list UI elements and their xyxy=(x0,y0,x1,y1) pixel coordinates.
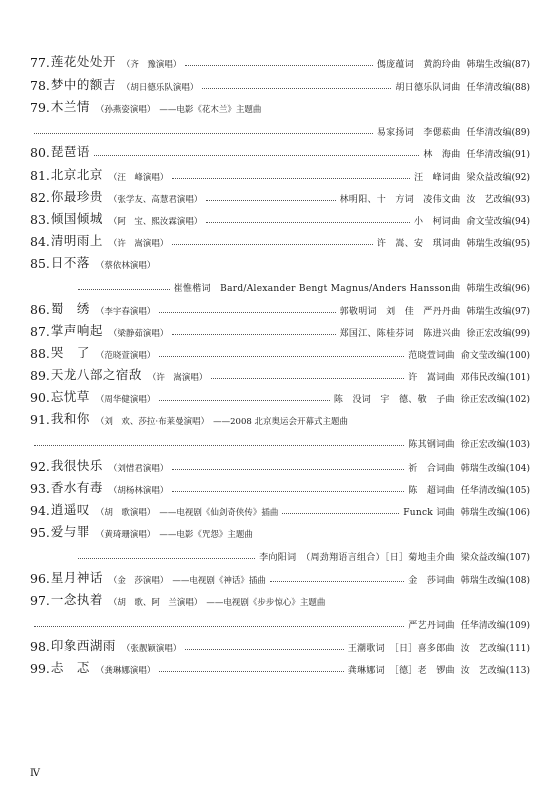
singer: （张靓颖演唱） xyxy=(121,644,182,654)
arranger-page: 韩瑞生改编(87) xyxy=(466,60,530,70)
song-title: 印象西湖雨 xyxy=(50,638,116,653)
credits: 祈 合词曲 xyxy=(408,464,455,474)
entry-number: 89. xyxy=(30,368,50,383)
entry-number: 97. xyxy=(30,593,50,608)
theme-note: ——电影《花木兰》主题曲 xyxy=(159,105,262,115)
credits: 林明阳、十 方词 凌伟文曲 xyxy=(339,195,461,205)
song-title: 忐 忑 xyxy=(50,660,90,675)
singer: （周华健演唱） xyxy=(95,395,156,405)
song-title: 忘忧草 xyxy=(50,389,90,404)
toc-entry-continuation xyxy=(30,276,530,294)
entry-number: 87. xyxy=(30,324,50,339)
dot-leader xyxy=(282,513,399,514)
credits: 傌庞蕴词 黄韵玲曲 xyxy=(376,60,461,70)
song-title: 我和你 xyxy=(50,411,90,426)
credits: 郭敬明词 刘 佳 严丹丹曲 xyxy=(339,307,461,317)
toc-entry[interactable] xyxy=(30,658,530,676)
entry-number: 82. xyxy=(30,190,50,205)
entry-number: 86. xyxy=(30,302,50,317)
toc-entry[interactable] xyxy=(30,209,530,227)
song-title: 逍遥叹 xyxy=(50,502,90,517)
credits: 胡日德乐队词曲 xyxy=(395,83,461,93)
toc-entry[interactable] xyxy=(30,75,530,93)
toc-entry-continuation xyxy=(30,613,530,631)
singer: （胡 歌、阿 兰演唱） xyxy=(108,598,203,608)
arranger-page: 俞文莹改编(94) xyxy=(466,217,530,227)
song-title: 日不落 xyxy=(50,255,90,270)
singer: （阿 宝、熙汝霖演唱） xyxy=(108,217,203,227)
toc-entry[interactable] xyxy=(30,165,530,183)
page-folio: Ⅳ xyxy=(30,768,40,779)
credits: 汪 峰词曲 xyxy=(414,173,461,183)
dot-leader xyxy=(172,334,335,335)
singer: （蔡依林演唱） xyxy=(95,261,156,271)
toc-entry[interactable] xyxy=(30,343,530,361)
dot-leader xyxy=(159,671,343,672)
credits: 小 柯词曲 xyxy=(414,217,461,227)
song-title: 你最珍贵 xyxy=(50,189,103,204)
entry-number: 83. xyxy=(30,212,50,227)
arranger-page: 梁众益改编(92) xyxy=(466,173,530,183)
toc-entry-continuation xyxy=(30,432,530,450)
arranger-page: 任华清改编(109) xyxy=(460,621,530,631)
song-title: 琵琶语 xyxy=(50,144,90,159)
dot-leader xyxy=(202,88,391,89)
entry-number: 81. xyxy=(30,168,50,183)
dot-leader xyxy=(78,289,170,290)
theme-note: ——2008 北京奥运会开幕式主题曲 xyxy=(213,417,348,427)
entry-number: 84. xyxy=(30,234,50,249)
entry-number: 90. xyxy=(30,390,50,405)
arranger-page: 邓伟民改编(101) xyxy=(460,373,530,383)
credits: 崔惟楷词 Bard/Alexander Bengt Magnus/Anders Hansson曲 xyxy=(173,284,461,294)
toc-entry[interactable] xyxy=(30,253,530,271)
dot-leader xyxy=(185,649,343,650)
toc-entry[interactable] xyxy=(30,231,530,249)
arranger-page: 任华清改编(91) xyxy=(466,150,530,160)
toc-entry[interactable] xyxy=(30,636,530,654)
song-title: 爱与罪 xyxy=(50,524,90,539)
entry-number: 77. xyxy=(30,55,50,70)
dot-leader xyxy=(34,133,373,134)
arranger-page: 汝 艺改编(111) xyxy=(460,644,530,654)
theme-note: ——电视剧《步步惊心》主题曲 xyxy=(206,598,326,608)
toc-entry[interactable] xyxy=(30,387,530,405)
entry-number: 88. xyxy=(30,346,50,361)
credits: 许 嵩词曲 xyxy=(408,373,455,383)
arranger-page: 韩瑞生改编(96) xyxy=(466,284,530,294)
toc-entry[interactable] xyxy=(30,456,530,474)
song-title: 清明雨上 xyxy=(50,233,103,248)
singer: （许 嵩演唱） xyxy=(147,373,208,383)
toc-entry[interactable] xyxy=(30,321,530,339)
singer: （龚琳娜演唱） xyxy=(95,666,156,676)
song-title: 木兰情 xyxy=(50,99,90,114)
dot-leader xyxy=(78,558,255,559)
credits: Funck 词曲 xyxy=(403,508,455,518)
dot-leader xyxy=(270,581,404,582)
singer: （黄琦珊演唱） xyxy=(95,530,156,540)
dot-leader xyxy=(206,200,335,201)
credits: 王潮歌词 ［日］喜多郎曲 xyxy=(347,644,455,654)
credits: 龚琳娜词 ［德］老 锣曲 xyxy=(347,666,455,676)
toc-entry[interactable] xyxy=(30,500,530,518)
entry-number: 80. xyxy=(30,145,50,160)
singer: （汪 峰演唱） xyxy=(108,173,169,183)
entry-number: 94. xyxy=(30,503,50,518)
entry-number: 96. xyxy=(30,571,50,586)
dot-leader xyxy=(159,400,329,401)
dot-leader xyxy=(172,244,372,245)
singer: （齐 豫演唱） xyxy=(121,60,182,70)
singer: （胡杨林演唱） xyxy=(108,486,169,496)
arranger-page: 梁众益改编(107) xyxy=(460,553,530,563)
credits: 金 莎词曲 xyxy=(408,576,455,586)
entry-number: 95. xyxy=(30,525,50,540)
singer: （张学友、高慧君演唱） xyxy=(108,195,203,205)
singer: （范晓萱演唱） xyxy=(95,351,156,361)
toc-entry[interactable] xyxy=(30,409,530,427)
arranger-page: 韩瑞生改编(95) xyxy=(466,239,530,249)
dot-leader xyxy=(172,491,404,492)
dot-leader xyxy=(172,469,404,470)
arranger-page: 韩瑞生改编(97) xyxy=(466,307,530,317)
dot-leader xyxy=(34,626,404,627)
credits: 陈其钢词曲 xyxy=(408,440,455,450)
singer: （刘惜君演唱） xyxy=(108,464,169,474)
entry-number: 79. xyxy=(30,100,50,115)
theme-note: ——电影《咒怨》主题曲 xyxy=(159,530,253,540)
toc-entry[interactable] xyxy=(30,142,530,160)
credits: 许 嵩、安 琪词曲 xyxy=(376,239,461,249)
toc-entry-continuation xyxy=(30,120,530,138)
entry-number: 78. xyxy=(30,78,50,93)
arranger-page: 韩瑞生改编(108) xyxy=(460,576,530,586)
singer: （金 莎演唱） xyxy=(108,576,169,586)
toc-entry-continuation xyxy=(30,545,530,563)
toc-entry[interactable] xyxy=(30,590,530,608)
dot-leader xyxy=(211,378,404,379)
arranger-page: 韩瑞生改编(104) xyxy=(460,464,530,474)
singer: （刘 欢、莎拉·布莱曼演唱） xyxy=(95,417,210,427)
singer: （许 嵩演唱） xyxy=(108,239,169,249)
toc-entry[interactable] xyxy=(30,568,530,586)
arranger-page: 徐正宏改编(102) xyxy=(460,395,530,405)
song-title: 哭 了 xyxy=(50,345,90,360)
arranger-page: 俞文莹改编(100) xyxy=(460,351,530,361)
song-title: 掌声响起 xyxy=(50,323,103,338)
song-title: 蜀 绣 xyxy=(50,301,90,316)
song-title: 星月神话 xyxy=(50,570,103,585)
arranger-page: 徐正宏改编(103) xyxy=(460,440,530,450)
arranger-page: 任华清改编(89) xyxy=(466,128,530,138)
song-title: 北京北京 xyxy=(50,167,103,182)
toc-entry[interactable] xyxy=(30,522,530,540)
singer: （胡 歌演唱） xyxy=(95,508,156,518)
toc-entry[interactable] xyxy=(30,187,530,205)
toc-entry[interactable] xyxy=(30,52,530,70)
song-title: 倾国倾城 xyxy=(50,211,103,226)
song-title: 香水有毒 xyxy=(50,480,103,495)
credits: 郑国江、陈桂芬词 陈进兴曲 xyxy=(339,329,461,339)
credits: 林 海曲 xyxy=(423,150,461,160)
theme-note: ——电视剧《神话》插曲 xyxy=(172,576,266,586)
entry-number: 99. xyxy=(30,661,50,676)
credits: 陈 超词曲 xyxy=(408,486,455,496)
song-title: 莲花处处开 xyxy=(50,54,116,69)
singer: （梁静茹演唱） xyxy=(108,329,169,339)
arranger-page: 任华清改编(88) xyxy=(466,83,530,93)
dot-leader xyxy=(94,155,419,156)
song-title: 一念执着 xyxy=(50,592,103,607)
credits: 范晓萱词曲 xyxy=(408,351,455,361)
toc-entry[interactable] xyxy=(30,299,530,317)
dot-leader xyxy=(34,445,404,446)
singer: （孙燕姿演唱） xyxy=(95,105,156,115)
song-title: 梦中的额吉 xyxy=(50,77,116,92)
entry-number: 98. xyxy=(30,639,50,654)
credits: 李向阳词 （周劲翔语言组合）［日］菊地圭介曲 xyxy=(259,553,455,563)
song-title: 我很快乐 xyxy=(50,458,103,473)
arranger-page: 任华清改编(105) xyxy=(460,486,530,496)
toc-entry[interactable] xyxy=(30,365,530,383)
dot-leader xyxy=(185,65,372,66)
toc-entry[interactable] xyxy=(30,97,530,115)
entry-number: 91. xyxy=(30,412,50,427)
credits: 陈 没词 宇 德、敬 子曲 xyxy=(333,395,455,405)
dot-leader xyxy=(206,222,410,223)
arranger-page: 汝 艺改编(113) xyxy=(460,666,530,676)
dot-leader xyxy=(159,356,404,357)
dot-leader xyxy=(172,178,410,179)
dot-leader xyxy=(159,312,335,313)
credits: 易家扬词 李偲菘曲 xyxy=(376,128,461,138)
entry-number: 85. xyxy=(30,256,50,271)
toc-entry[interactable] xyxy=(30,478,530,496)
entry-number: 93. xyxy=(30,481,50,496)
singer: （李宇春演唱） xyxy=(95,307,156,317)
arranger-page: 徐正宏改编(99) xyxy=(466,329,530,339)
arranger-page: 汝 艺改编(93) xyxy=(466,195,530,205)
entry-number: 92. xyxy=(30,459,50,474)
song-title: 天龙八部之宿敌 xyxy=(50,367,142,382)
theme-note: ——电视剧《仙剑奇侠传》插曲 xyxy=(159,508,279,518)
credits: 严艺丹词曲 xyxy=(408,621,455,631)
arranger-page: 韩瑞生改编(106) xyxy=(460,508,530,518)
singer: （胡日德乐队演唱） xyxy=(121,83,199,93)
